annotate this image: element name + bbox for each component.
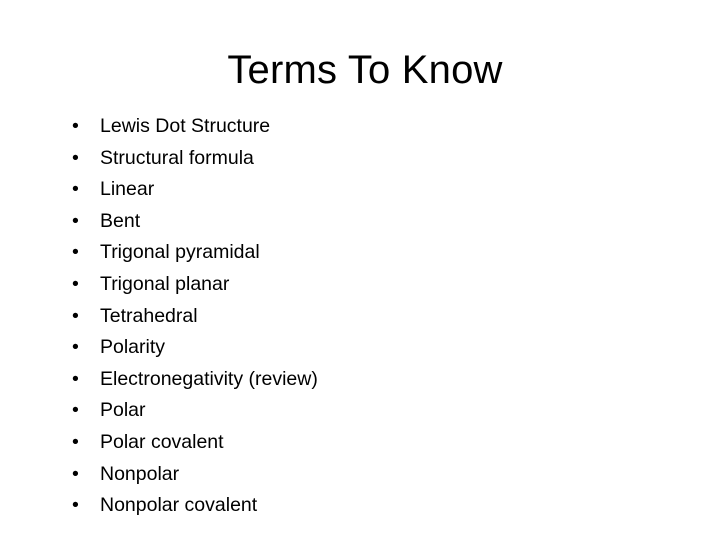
bullet-icon: •	[72, 462, 79, 485]
bullet-icon: •	[72, 367, 79, 390]
term-label: Trigonal pyramidal	[100, 241, 260, 264]
bullet-icon: •	[72, 430, 79, 453]
slide-title: Terms To Know	[227, 48, 503, 92]
bullet-icon: •	[72, 494, 79, 517]
term-label: Structural formula	[100, 146, 254, 169]
bullet-icon: •	[72, 304, 79, 327]
term-label: Trigonal planar	[100, 272, 230, 295]
term-label: Nonpolar covalent	[100, 494, 258, 517]
bullet-icon: •	[72, 178, 79, 201]
term-label: Lewis Dot Structure	[100, 115, 271, 137]
bullet-icon: •	[72, 241, 79, 264]
term-label: Polarity	[100, 336, 166, 359]
term-label: Linear	[100, 178, 155, 201]
term-label: Polar covalent	[100, 430, 224, 453]
bullet-icon: •	[72, 209, 79, 232]
term-label: Electronegativity (review)	[100, 367, 318, 390]
bullet-icon: •	[72, 272, 79, 295]
term-label: Nonpolar	[100, 462, 180, 485]
bullet-icon: •	[72, 115, 79, 137]
bullet-icon: •	[72, 336, 79, 359]
bullet-icon: •	[72, 399, 79, 422]
term-label: Polar	[100, 399, 146, 422]
term-label: Tetrahedral	[100, 304, 198, 327]
bullet-icon: •	[72, 146, 79, 169]
term-label: Bent	[100, 209, 141, 232]
